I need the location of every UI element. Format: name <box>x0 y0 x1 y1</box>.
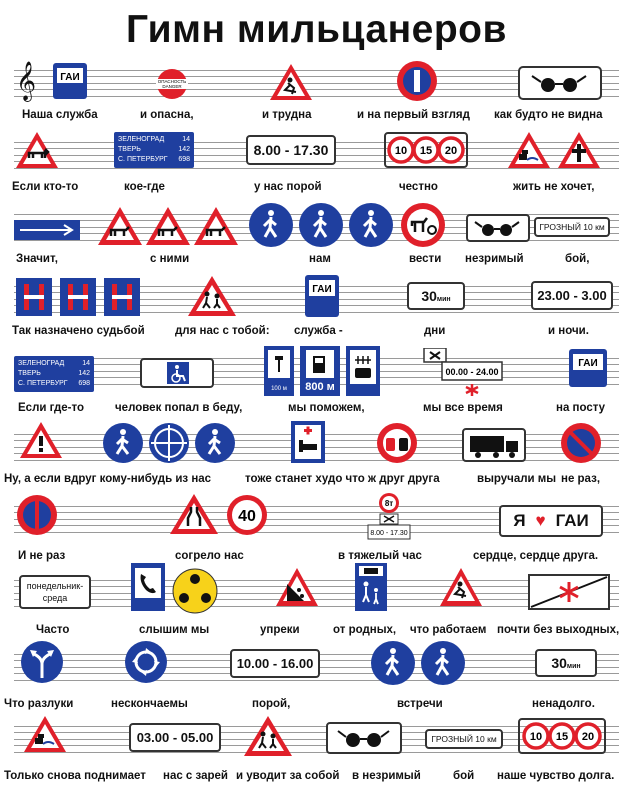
speed-value: 20 <box>444 145 458 157</box>
lyric: слышим мы <box>139 624 210 636</box>
roundabout-icon <box>124 640 168 684</box>
quay-icon <box>22 714 68 754</box>
lyric: в незримый <box>352 770 421 782</box>
speed-value: 15 <box>419 145 433 157</box>
lyric: и ночи. <box>548 325 589 337</box>
lyric: нескончаемы <box>111 698 188 710</box>
road-works-icon <box>268 62 314 102</box>
lyric: и опасна, <box>140 109 194 121</box>
staff-row-9 <box>0 640 633 718</box>
lyric: от родных, <box>333 624 397 636</box>
staff-row-6 <box>0 420 633 498</box>
distance-label: 800 м <box>305 381 335 393</box>
speed-value: 10 <box>529 731 543 743</box>
hours-plate-icon <box>248 134 334 166</box>
lyric: с ними <box>150 253 190 265</box>
no-parking-icon <box>560 422 602 464</box>
lyric: нас с зарей <box>163 770 228 782</box>
lyric: бой, <box>565 253 590 265</box>
page-title: Гимн мильцанеров <box>126 8 507 51</box>
gai-sign-icon <box>304 274 340 318</box>
lyric: сердце, сердце друга. <box>473 550 599 562</box>
no-entry-icon <box>396 60 438 102</box>
lyric: для нас с тобой: <box>175 325 270 337</box>
hours-plate-icon <box>532 280 612 310</box>
lyric: не раз, <box>561 473 601 485</box>
snowflake-plate-icon <box>420 348 506 398</box>
weekday-line2: среда <box>42 593 68 603</box>
dir-city: ЗЕЛЕНОГРАД <box>118 136 165 143</box>
lyric: и трудна <box>262 109 312 121</box>
dir-km: 698 <box>78 380 90 387</box>
lyric: мы все время <box>423 402 503 414</box>
lyric: Наша служба <box>22 109 98 121</box>
telephone-icon <box>130 562 166 612</box>
heart-gai-plate-icon <box>494 504 608 538</box>
first-aid-icon <box>290 420 326 464</box>
hours-plate-icon <box>234 648 316 678</box>
dir-city: ТВЕРЬ <box>118 146 141 153</box>
lyric: на посту <box>556 402 606 414</box>
lyric: человек попал в беду, <box>115 402 243 414</box>
lyric: порой, <box>252 698 291 710</box>
dead-end-icon <box>16 278 140 316</box>
lyric: выручали мы <box>477 473 557 485</box>
opasnost-label: ОПАСНОСТЬ <box>157 79 187 84</box>
lyric: кое-где <box>124 181 165 193</box>
lyric: встречи <box>397 698 443 710</box>
no-stopping-icon <box>16 494 58 536</box>
dir-km: 142 <box>78 370 90 377</box>
gai-label: ГАИ <box>60 72 80 83</box>
fuel-sign-icon <box>264 346 380 396</box>
grozny-plate-icon <box>536 216 608 238</box>
speed-value: 20 <box>581 731 595 743</box>
staff-row-8 <box>0 566 633 644</box>
lyric: Часто <box>36 624 70 636</box>
children-icon <box>242 714 294 758</box>
dir-km: 14 <box>182 136 190 143</box>
hours-label: 10.00 - 16.00 <box>230 649 321 678</box>
cross-icon <box>556 130 602 170</box>
pedestrian-icon <box>248 202 394 248</box>
min-number: 30 <box>421 288 437 304</box>
lyric: мы поможем, <box>288 402 365 414</box>
distance-label: 100 м <box>271 386 287 392</box>
gai-sign-icon <box>52 62 88 100</box>
lyric: ненадолго. <box>532 698 595 710</box>
quay-icon <box>506 130 552 170</box>
lyric: наше чувство долга. <box>497 770 615 782</box>
danger-plate-icon <box>150 68 194 100</box>
speed-limits-icon <box>384 132 468 168</box>
no-overtaking-icon <box>376 422 418 464</box>
staff-row-5 <box>0 344 633 422</box>
cattle-icon <box>96 204 240 248</box>
dir-km: 14 <box>82 360 90 367</box>
horse-cart-icon <box>400 202 446 248</box>
disabled-icon <box>140 358 214 388</box>
weekday-plate-icon <box>18 574 92 610</box>
direction-sign-icon <box>114 132 194 168</box>
lyric: честно <box>399 181 438 193</box>
dir-city: ЗЕЛЕНОГРАД <box>18 360 65 367</box>
lyric: что работаем <box>410 624 487 636</box>
staff-row-7 <box>0 492 633 570</box>
speed-limits-icon <box>518 718 606 754</box>
hours-plate-icon <box>132 722 218 752</box>
dir-km: 698 <box>178 156 190 163</box>
lyric: Если где-то <box>18 402 85 414</box>
min-number: 30 <box>551 655 567 671</box>
glasses-icon <box>326 722 402 754</box>
children-icon <box>186 274 238 318</box>
min30-plate-icon <box>530 648 602 678</box>
lyric: упреки <box>260 624 300 636</box>
grozny-plate-icon <box>426 728 502 750</box>
animal-crossing-icon <box>14 130 60 170</box>
lyric: жить не хочет, <box>513 181 595 193</box>
danger-label: DANGER <box>162 84 182 89</box>
direction-sign-icon <box>14 356 94 392</box>
blind-icon <box>172 568 218 614</box>
hours-label: 03.00 - 05.00 <box>129 723 222 752</box>
lyric: согрело нас <box>175 550 244 562</box>
road-narrows-icon <box>168 492 220 536</box>
lyric: как будто не видна <box>494 109 603 121</box>
lyric: Ну, а если вдруг кому-нибудь из нас <box>4 473 212 485</box>
no-pedestrian-icon <box>102 422 238 464</box>
dir-city: ТВЕРЬ <box>18 370 41 377</box>
lyric: вести <box>409 253 442 265</box>
weight-label: 8т <box>384 499 394 508</box>
lyric: служба - <box>294 325 343 337</box>
dir-city: С. ПЕТЕРБУРГ <box>18 380 68 387</box>
staff-row-3 <box>0 200 633 278</box>
lyric: И не раз <box>18 550 66 562</box>
falling-rocks-icon <box>274 566 320 608</box>
arrow-right-icon <box>14 218 80 242</box>
lyric: Если кто-то <box>12 181 79 193</box>
gai-sign-icon <box>568 348 608 388</box>
min30-plate-icon <box>404 282 468 310</box>
weekday-line1: понедельник- <box>26 581 84 591</box>
gai-label: ГАИ <box>555 511 589 530</box>
treble-clef-icon: 𝄞 <box>16 61 37 101</box>
split-arrows-icon <box>20 640 64 684</box>
dir-city: С. ПЕТЕРБУРГ <box>118 156 168 163</box>
lyric: тоже станет худо что ж друг друга <box>245 473 440 485</box>
lyric: дни <box>424 325 446 337</box>
staff-row-1 <box>0 56 633 134</box>
lyric: в тяжелый час <box>338 550 422 562</box>
lyric: нам <box>309 253 331 265</box>
min-unit: мин <box>436 296 451 303</box>
lyric: у нас порой <box>254 181 322 193</box>
dir-km: 142 <box>178 146 190 153</box>
glasses-icon <box>518 66 602 100</box>
pedestrian-icon <box>370 640 466 686</box>
grozny-label: ГРОЗНЫЙ 10 км <box>425 729 502 749</box>
lyric: бой <box>453 770 475 782</box>
staff-row-10 <box>0 712 633 790</box>
heart-icon: ♥ <box>535 511 546 530</box>
lyric: Что разлуки <box>4 698 74 710</box>
glasses-icon <box>466 214 530 242</box>
speed-value: 40 <box>238 508 256 525</box>
speed-value: 10 <box>394 145 408 157</box>
ya-label: Я <box>513 511 526 530</box>
bus-hours-icon <box>366 492 412 544</box>
lyric: Значит, <box>16 253 58 265</box>
hours-label: 23.00 - 3.00 <box>531 281 612 310</box>
lyric: Только снова поднимает <box>4 770 146 782</box>
lyric: незримый <box>465 253 524 265</box>
hours-label: 00.00 - 24.00 <box>445 367 499 377</box>
lyric: и на первый взгляд <box>357 109 470 121</box>
speed-40-icon <box>226 494 268 536</box>
grozny-label: ГРОЗНЫЙ 10 км <box>534 217 609 237</box>
warning-exclamation-icon <box>18 420 64 460</box>
snowflake-plate-icon <box>528 574 610 610</box>
hours-label: 8.00 - 17.30 <box>246 135 337 165</box>
min-unit: мин <box>566 663 581 670</box>
truck-icon <box>462 428 526 462</box>
lyric: и уводит за собой <box>236 770 340 782</box>
hours-label: 8.00 - 17.30 <box>370 530 408 537</box>
speed-value: 15 <box>555 731 569 743</box>
lyric: Так назначено судьбой <box>12 325 145 337</box>
living-zone-icon <box>354 562 388 612</box>
gai-label: ГАИ <box>578 358 598 369</box>
staff-row-2 <box>0 128 633 206</box>
staff-row-4 <box>0 272 633 350</box>
lyric: почти без выходных, <box>497 624 620 636</box>
gai-label: ГАИ <box>312 284 332 295</box>
road-works-icon <box>438 566 484 608</box>
